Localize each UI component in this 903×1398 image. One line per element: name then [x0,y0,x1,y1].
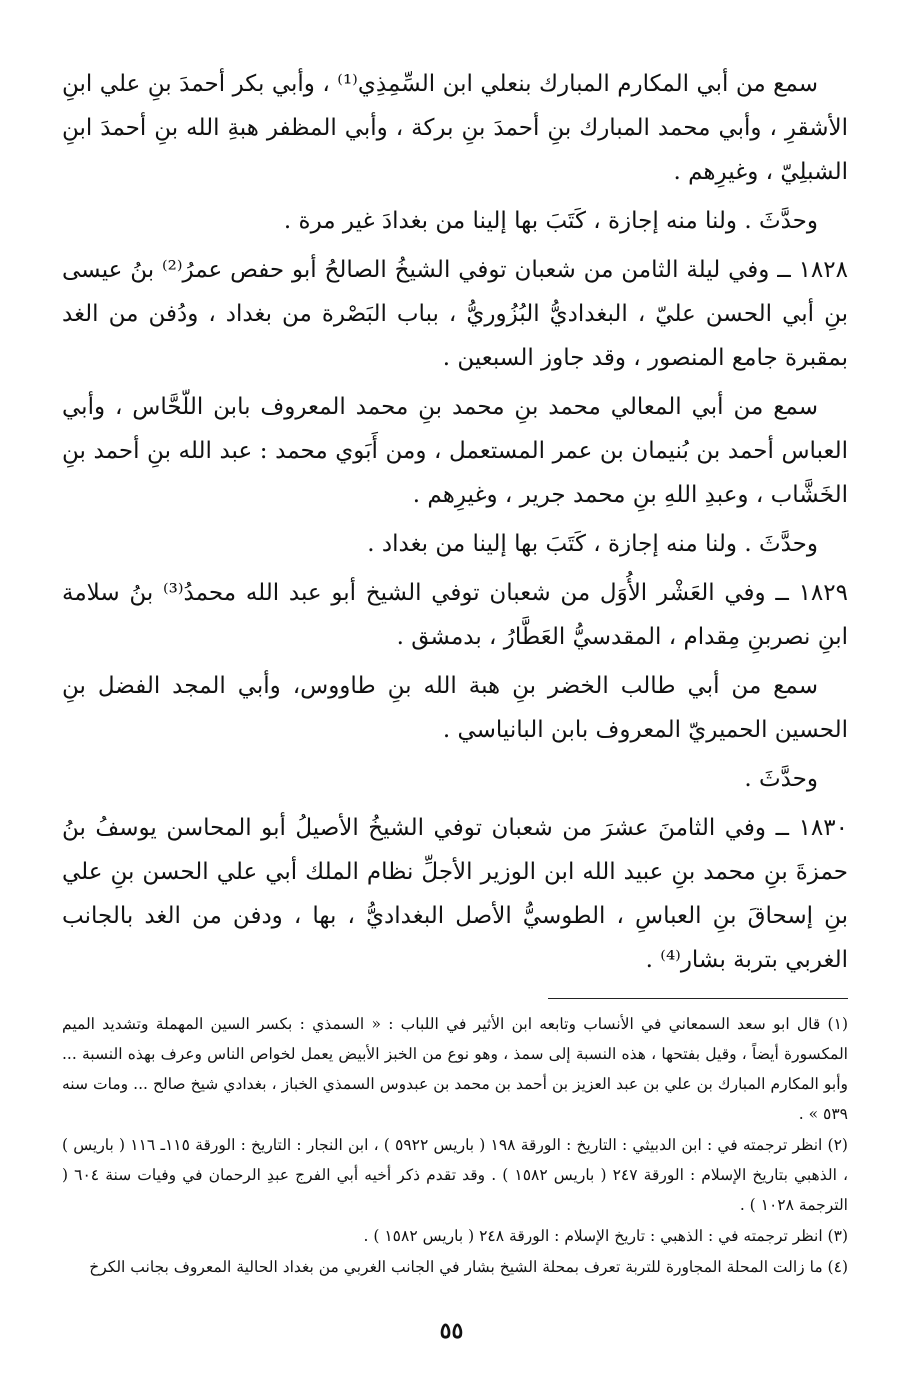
footnote-separator [548,998,848,999]
page-body [62,62,848,1283]
entry-1828: ١٨٢٨ ــ وفي ليلة الثامن من شعبان توفي الشيخُ الصالحُ أبو حفص عمرُ⁽²⁾ بنُ عيسى بنِ أبي الحسن عليّ ، البغداديُّ البُزُوريُّ ، بباب البَصْرة من بغداد ، ودُفن من الغد بمقبرة جامع المنصور ، وقد جاوز السبعين . [62,257,848,371]
entry-1830: ١٨٣٠ ــ وفي الثامنَ عشرَ من شعبان توفي الشيخُ الأصيلُ أبو المحاسن يوسفُ بنُ حمزةَ بنِ محمد بنِ عبيد الله ابن الوزير الأجلِّ نظام الملك أبي علي الحسن بنِ علي بنِ إسحاقَ بنِ العباسِ ، الطوسيُّ الأصل البغداديُّ ، بها ، ودفن من الغد بالجانب الغربي بتربة بشار⁽⁴⁾ . [62,815,848,973]
entry-1829: ١٨٢٩ ــ وفي العَشْر الأُوَل من شعبان توفي الشيخ أبو عبد الله محمدُ⁽³⁾ بنُ سلامة ابنِ نصربنِ مِقدام ، المقدسيُّ العَطَّارُ ، بدمشق . [62,580,848,650]
paragraph-1: سمع من أبي المكارم المبارك بنعلي ابن السِّمِذِي⁽¹⁾ ، وأبي بكر أحمدَ بنِ علي ابنِ الأشقرِ ، وأبي محمد المبارك بنِ أحمدَ بنِ بركة ، وأبي المظفر هبةِ الله بنِ أحمدَ ابنِ الشبلِيّ ، وغيرِهم . [62,71,848,185]
footnote-4: (٤) ما زالت المحلة المجاورة للتربة تعرف بمحلة الشيخ بشار في الجانب الغربي من بغداد الحالية المعروف بجانب الكرخ [89,1258,848,1276]
paragraph-5: وحدَّثَ . ولنا منه إجازة ، كَتَبَ بها إلينا من بغداد . [367,531,818,557]
footnote-2: (٢) انظر ترجمته في : ابن الدبيثي : التاريخ : الورقة ١٩٨ ( باريس ٥٩٢٢ ) ، ابن النجار : التاريخ : الورقة ١١٥ـ ١١٦ ( باريس ) ، الذهبي بتاريخ الإسلام : الورقة ٢٤٧ ( باريس ١٥٨٢ ) . وقد تقدم ذكر أخيه أبي الفرج عبدِ الرحمان في وفيات سنة ٦٠٤ ( الترجمة ١٠٢٨ ) . [62,1136,848,1214]
paragraph-4: سمع من أبي المعالي محمد بنِ محمد بنِ محمد المعروف بابن اللّحَّاس ، وأبي العباس أحمد بن بُنيمان بن عمر المستعمل ، ومن أَبَوي محمد : عبد الله بنِ أحمد بنِ الخَشَّاب ، وعبدِ اللهِ بنِ محمد جرير ، وغيرِهم . [62,394,848,508]
paragraph-2: وحدَّثَ . ولنا منه إجازة ، كَتَبَ بها إلينا من بغدادَ غير مرة . [283,208,818,234]
paragraph-8: وحدَّثَ . [744,766,818,792]
paragraph-7: سمع من أبي طالب الخضر بنِ هبة الله بنِ طاووس، وأبي المجد الفضل بنِ الحسين الحميريّ المعروف بابن البانياسي . [62,673,848,743]
footnotes [62,1009,848,1282]
footnote-1: (١) قال ابو سعد السمعاني في الأنساب وتابعه ابن الأثير في اللباب : « السمذي : بكسر السين المهملة وتشديد الميم المكسورة أيضاً ، وقيل بفتحها ، هذه النسبة إلى سمذ ، وهو نوع من الخبز الأبيض يعمل لخواص الناس وعرف بهذه النسبة ... وأبو المكارم المبارك بن علي بن عبد العزيز بن أحمد بن محمد بن عبدوس السمذي الخباز ، بغدادي شيخ صالح ... ومات سنه ٥٣٩ » . [62,1015,848,1123]
page-number: ٥٥ [439,1318,464,1344]
footnote-3: (٣) انظر ترجمته في : الذهبي : تاريخ الإسلام : الورقة ٢٤٨ ( باريس ١٥٨٢ ) . [363,1227,848,1245]
